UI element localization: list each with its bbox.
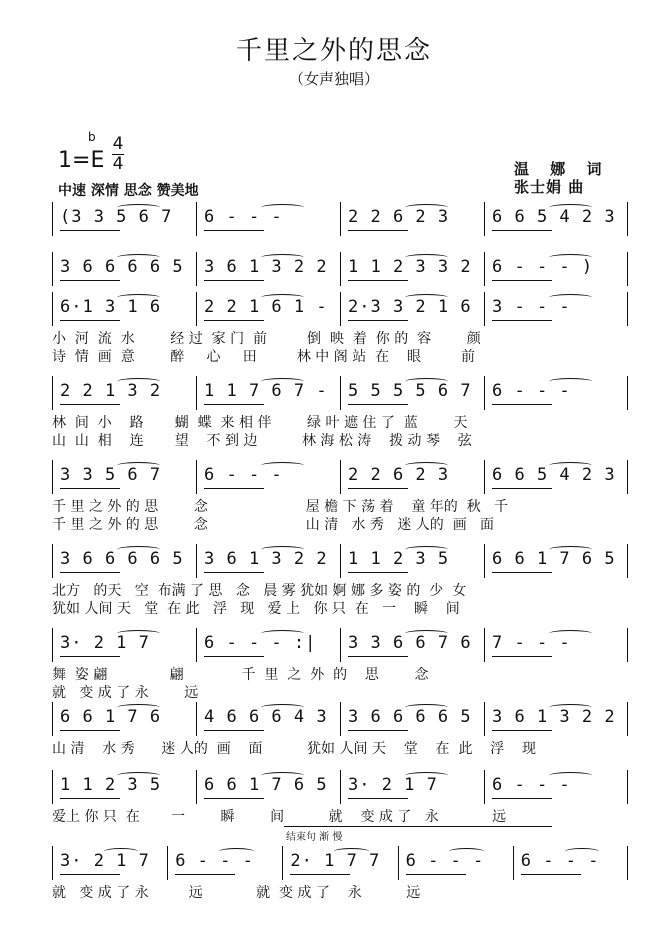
beam-line	[60, 798, 120, 799]
barline	[196, 252, 197, 286]
slur-arc	[405, 294, 448, 301]
lyric-line: 北方 的天 空 布满 了 思 念 晨 雾 犹如 婀 娜 多 姿 的 少 女	[52, 583, 467, 599]
beam-line	[492, 488, 552, 489]
measure: 6 - - -	[492, 381, 571, 401]
measure: 6 - - - )	[492, 257, 594, 277]
staff-system	[52, 626, 628, 706]
slur-arc	[117, 772, 160, 779]
measure: 2 2 1 6 1 -	[204, 297, 328, 317]
barline	[340, 770, 341, 804]
slur-arc	[405, 204, 448, 211]
measure: 3 3 5 6 7	[60, 465, 162, 485]
slur-arc	[261, 546, 304, 553]
slur-arc	[261, 462, 304, 469]
key-signature	[58, 148, 104, 173]
barline	[52, 202, 53, 236]
beam-line	[348, 730, 408, 731]
barline	[52, 376, 53, 410]
lyric-line: 山 山 相 连 望 不 到 边 林 海 松 涛 拨 动 琴 弦	[52, 433, 472, 449]
ending-label: 结束句 渐 慢	[286, 832, 343, 843]
barline	[484, 292, 485, 326]
barline	[340, 202, 341, 236]
measure: (3 3 5 6 7	[60, 207, 173, 227]
measure: 3 6 6 6 6 5	[60, 549, 184, 569]
slur-arc	[549, 704, 592, 711]
ending-bracket	[284, 826, 552, 827]
beam-line	[60, 320, 120, 321]
slur-arc	[405, 378, 448, 385]
slur-arc	[565, 848, 600, 855]
measure: 6 - - -	[175, 851, 254, 871]
time-signature-top: 4	[112, 134, 124, 154]
measure: 6 6 1 7 6 5	[492, 549, 616, 569]
beam-line	[290, 874, 350, 875]
measure: 6 - - -	[492, 775, 571, 795]
barline	[52, 846, 53, 880]
beam-line	[60, 404, 120, 405]
beam-line	[60, 572, 120, 573]
slur-arc	[405, 772, 448, 779]
lyric-line: 爱上 你 只 在 一 瞬 间 就 变 成 了 永 远	[52, 809, 507, 825]
measure: 3 6 1 3 2 2	[204, 549, 328, 569]
slur-arc	[261, 254, 304, 261]
barline	[627, 292, 628, 326]
lyric-line: 就 变 成 了 永 远	[52, 685, 199, 701]
beam-line	[204, 488, 264, 489]
measure: 2·3 3 2 1 6	[348, 297, 472, 317]
barline	[282, 846, 283, 880]
slur-arc	[117, 704, 160, 711]
barline	[484, 460, 485, 494]
measure: 4 6 6 6 4 3	[204, 707, 328, 727]
lyric-line: 林 间 小 路 蝴 蝶 来 相 伴 绿 叶 遮 住 了 蓝 天	[52, 415, 468, 431]
barline	[627, 770, 628, 804]
barline	[196, 202, 197, 236]
slur-arc	[117, 204, 160, 211]
measure: 6 - - -	[204, 207, 283, 227]
barline	[196, 770, 197, 804]
barline	[627, 460, 628, 494]
song-title: 千里之外的思念	[235, 36, 432, 66]
slur-arc	[117, 630, 160, 637]
measure: 3 3 6 6 7 6	[348, 633, 472, 653]
barline	[52, 252, 53, 286]
measure: 3 6 6 6 6 5	[348, 707, 472, 727]
measure: 3· 2 1 7	[60, 851, 150, 871]
barline	[513, 846, 514, 880]
tempo-marking: 中速 深情 思念 赞美地	[58, 183, 199, 199]
slur-arc	[117, 546, 160, 553]
measure: 3 6 6 6 6 5	[60, 257, 184, 277]
barline	[196, 702, 197, 736]
beam-line	[348, 280, 408, 281]
slur-arc	[549, 254, 592, 261]
staff-system	[52, 290, 628, 370]
slur-arc	[334, 848, 369, 855]
beam-line	[204, 230, 264, 231]
slur-arc	[549, 462, 592, 469]
staff-system	[52, 374, 628, 454]
lyric-line: 犹如 人间 天 堂 在 此 浮 现 爱 上 你 只 在 一 瞬 间	[52, 601, 460, 617]
barline	[627, 544, 628, 578]
barline	[340, 544, 341, 578]
barline	[484, 376, 485, 410]
measure: 1 1 7 6 7 -	[204, 381, 328, 401]
beam-line	[60, 874, 120, 875]
barline	[167, 846, 168, 880]
beam-line	[492, 656, 552, 657]
lyric-line: 小 河 流 水 经 过 家 门 前 倒 映 着 你 的 容 颜	[52, 331, 481, 347]
slur-arc	[261, 294, 304, 301]
beam-line	[492, 280, 552, 281]
measure: 3 6 1 3 2 2	[204, 257, 328, 277]
measure: 7 - - -	[492, 633, 571, 653]
barline	[484, 628, 485, 662]
slur-arc	[405, 462, 448, 469]
slur-arc	[549, 772, 592, 779]
beam-line	[204, 730, 264, 731]
barline	[627, 202, 628, 236]
measure: 6 - - - :|	[204, 633, 317, 653]
barline	[52, 702, 53, 736]
beam-line	[204, 280, 264, 281]
key-note: E	[90, 148, 105, 173]
barline	[196, 628, 197, 662]
beam-line	[204, 656, 264, 657]
beam-line	[348, 572, 408, 573]
measure: 3· 2 1 7	[60, 633, 150, 653]
song-subtitle: （女声独唱）	[288, 70, 379, 88]
beam-line	[175, 874, 235, 875]
beam-line	[348, 230, 408, 231]
staff-system	[52, 542, 628, 622]
beam-line	[492, 798, 552, 799]
barline	[340, 628, 341, 662]
barline	[196, 376, 197, 410]
measure: 6 - - -	[520, 851, 600, 871]
barline	[52, 292, 53, 326]
barline	[340, 376, 341, 410]
measure: 3 6 1 3 2 2	[492, 707, 616, 727]
slur-arc	[117, 462, 160, 469]
beam-line	[348, 404, 408, 405]
slur-arc	[261, 204, 304, 211]
slur-arc	[261, 630, 304, 637]
staff-system	[52, 844, 628, 924]
lyric-line: 诗 情 画 意 醉 心 田 林 中 阁 站 在 眼 前	[52, 349, 475, 365]
beam-line	[492, 572, 552, 573]
barline	[484, 544, 485, 578]
barline	[484, 702, 485, 736]
measure: 1 1 2 3 5	[60, 775, 162, 795]
barline	[340, 252, 341, 286]
beam-line	[60, 280, 120, 281]
flat-symbol: b	[88, 130, 96, 144]
barline	[52, 544, 53, 578]
lyric-line: 舞 姿 翩 翩 千 里 之 外 的 思 念	[52, 667, 429, 683]
measure: 3· 2 1 7	[348, 775, 438, 795]
barline	[340, 292, 341, 326]
lyric-line: 就 变 成 了 永 远 就 变 成 了 永 远	[52, 885, 421, 901]
slur-arc	[405, 546, 448, 553]
barline	[484, 202, 485, 236]
beam-line	[204, 404, 264, 405]
beam-line	[348, 656, 408, 657]
measure: 2 2 6 2 3	[348, 465, 450, 485]
lyric-line: 千 里 之 外 的 思 念 屋 檐 下 荡 着 童 年的 秋 千	[52, 499, 509, 515]
measure: 6 6 1 7 6	[60, 707, 162, 727]
slur-arc	[405, 630, 448, 637]
barline	[627, 252, 628, 286]
measure: 1 1 2 3 3 2	[348, 257, 472, 277]
barline	[398, 846, 399, 880]
beam-line	[204, 798, 264, 799]
time-signature-bottom: 4	[112, 154, 124, 174]
lyricist-credit: 温 娜 词	[514, 160, 610, 178]
slur-arc	[549, 204, 592, 211]
slur-arc	[117, 254, 160, 261]
barline	[196, 460, 197, 494]
measure: 5 5 5 5 6 7	[348, 381, 472, 401]
lyric-line: 山 清 水 秀 迷 人的 画 面 犹如 人间 天 堂 在 此 浮 现	[52, 741, 537, 757]
barline	[52, 628, 53, 662]
beam-line	[204, 320, 264, 321]
measure: 6 - - -	[405, 851, 485, 871]
barline	[52, 770, 53, 804]
slur-arc	[261, 704, 304, 711]
beam-line	[348, 320, 408, 321]
measure: 6 6 1 7 6 5	[204, 775, 328, 795]
beam-line	[492, 404, 552, 405]
measure: 3 - - -	[492, 297, 571, 317]
slur-arc	[449, 848, 484, 855]
slur-arc	[117, 294, 160, 301]
barline	[627, 628, 628, 662]
barline	[196, 292, 197, 326]
beam-line	[60, 230, 120, 231]
beam-line	[60, 730, 120, 731]
slur-arc	[261, 772, 304, 779]
measure: 2 2 6 2 3	[348, 207, 450, 227]
slur-arc	[117, 378, 160, 385]
beam-line	[60, 656, 120, 657]
beam-line	[492, 320, 552, 321]
beam-line	[492, 230, 552, 231]
barline	[627, 846, 628, 880]
slur-arc	[549, 378, 592, 385]
barline	[340, 702, 341, 736]
beam-line	[521, 874, 581, 875]
slur-arc	[549, 630, 592, 637]
measure: 2· 1 7 7	[290, 851, 381, 871]
measure: 1 1 2 3 5	[348, 549, 450, 569]
time-signature	[112, 136, 124, 173]
beam-line	[406, 874, 466, 875]
barline	[340, 460, 341, 494]
beam-line	[348, 798, 408, 799]
slur-arc	[261, 378, 304, 385]
composer-credit: 张士娟 曲	[514, 178, 585, 196]
barline	[627, 702, 628, 736]
beam-line	[60, 488, 120, 489]
measure: 6 - - -	[204, 465, 283, 485]
barline	[52, 460, 53, 494]
barline	[627, 376, 628, 410]
slur-arc	[405, 704, 448, 711]
slur-arc	[104, 848, 139, 855]
slur-arc	[405, 254, 448, 261]
staff-system	[52, 458, 628, 538]
beam-line	[492, 730, 552, 731]
measure: 6·1 3 1 6	[60, 297, 162, 317]
barline	[484, 252, 485, 286]
slur-arc	[549, 294, 592, 301]
barline	[484, 770, 485, 804]
beam-line	[204, 572, 264, 573]
measure: 6 6 5 4 2 3	[492, 465, 616, 485]
measure: 2 2 1 3 2	[60, 381, 162, 401]
barline	[196, 544, 197, 578]
lyric-line: 千 里 之 外 的 思 念 山 清 水 秀 迷 人的 画 面	[52, 517, 495, 533]
slur-arc	[219, 848, 254, 855]
measure: 6 6 5 4 2 3	[492, 207, 616, 227]
slur-arc	[549, 546, 592, 553]
beam-line	[348, 488, 408, 489]
key-prefix: 1=	[58, 148, 91, 173]
